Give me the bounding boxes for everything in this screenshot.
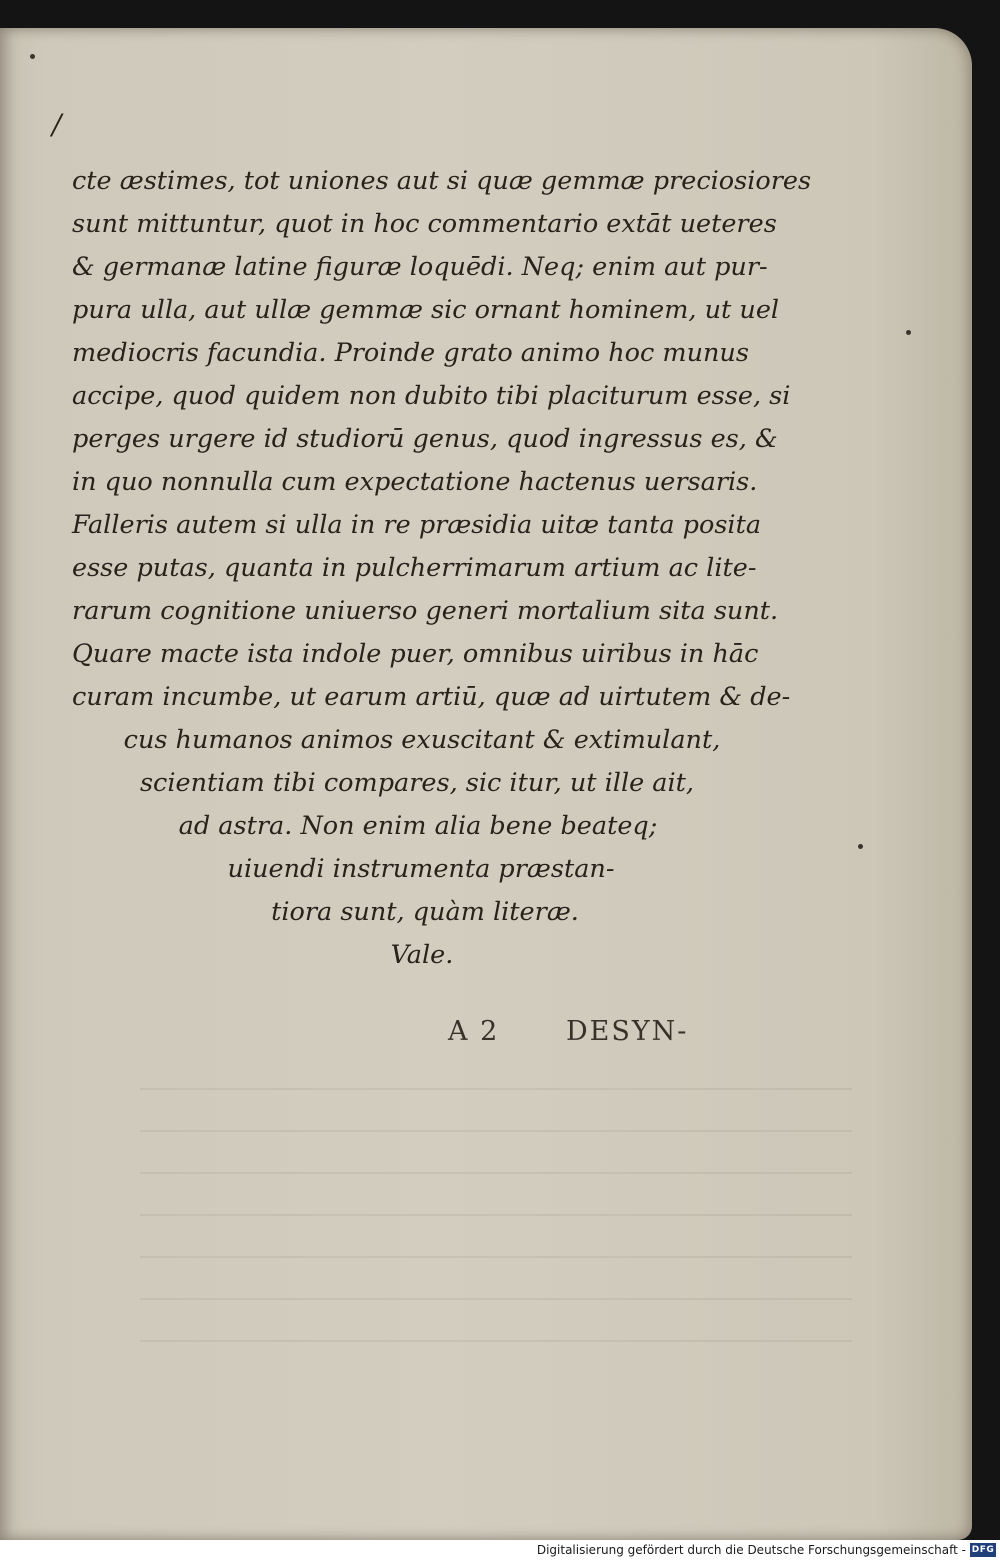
text-line-vale: Vale.	[390, 940, 454, 970]
text-line: cus humanos animos exuscitant & extimulant,	[123, 725, 721, 755]
bleed-through-line	[140, 1298, 852, 1300]
page-mark: /	[52, 108, 62, 141]
text-line: pura ulla, aut ullæ gemmæ sic ornant hominem, ut uel	[72, 295, 780, 325]
text-line: ad astra. Non enim alia bene beateq;	[178, 811, 658, 841]
bleed-through-line	[140, 1214, 852, 1216]
text-line: in quo nonnulla cum expectatione hactenus uersaris.	[72, 467, 758, 497]
text-line: cte æstimes, tot uniones aut si quæ gemmæ preciosiores	[72, 166, 812, 196]
text-line: Quare macte ista indole puer, omnibus uiribus in hāc	[72, 639, 759, 669]
funding-credit: Digitalisierung gefördert durch die Deutsche Forschungsgemeinschaft -	[536, 1543, 966, 1557]
signature-catchword-line	[448, 1016, 748, 1047]
text-line: Falleris autem si ulla in re præsidia uitæ tanta posita	[72, 510, 762, 540]
body-text	[72, 160, 812, 977]
scanned-page	[0, 28, 972, 1540]
bleed-through-line	[140, 1340, 852, 1342]
text-line: sunt mittuntur, quot in hoc commentario extāt ueteres	[72, 209, 777, 239]
ink-speck	[906, 330, 911, 335]
dfg-logo-icon: DFG	[971, 1545, 995, 1555]
ink-speck	[30, 54, 35, 59]
bleed-through-line	[140, 1088, 852, 1090]
text-line: & germanæ latine figuræ loquēdi. Neq; enim aut pur-	[72, 252, 768, 282]
text-line: perges urgere id studiorū genus, quod ingressus es, &	[72, 424, 778, 454]
ink-speck	[858, 844, 863, 849]
bleed-through-line	[140, 1130, 852, 1132]
text-line: accipe, quod quidem non dubito tibi placiturum esse, si	[72, 381, 791, 411]
bleed-through-line	[140, 1256, 852, 1258]
text-line: tiora sunt, quàm literæ.	[271, 897, 579, 927]
text-line: scientiam tibi compares, sic itur, ut ille ait,	[139, 768, 695, 798]
bleed-through-line	[140, 1172, 852, 1174]
text-line: mediocris facundia. Proinde grato animo hoc munus	[72, 338, 749, 368]
text-line: esse putas, quanta in pulcherrimarum artium ac lite-	[72, 553, 757, 583]
footer-bar	[0, 1540, 1000, 1561]
text-line: rarum cognitione uniuerso generi mortalium sita sunt.	[72, 596, 779, 626]
signature-mark: A 2	[448, 1016, 500, 1047]
text-line: uiuendi instrumenta præstan-	[227, 854, 615, 884]
text-line: curam incumbe, ut earum artiū, quæ ad uirtutem & de-	[72, 682, 791, 712]
catchword: DESYN-	[566, 1016, 689, 1047]
